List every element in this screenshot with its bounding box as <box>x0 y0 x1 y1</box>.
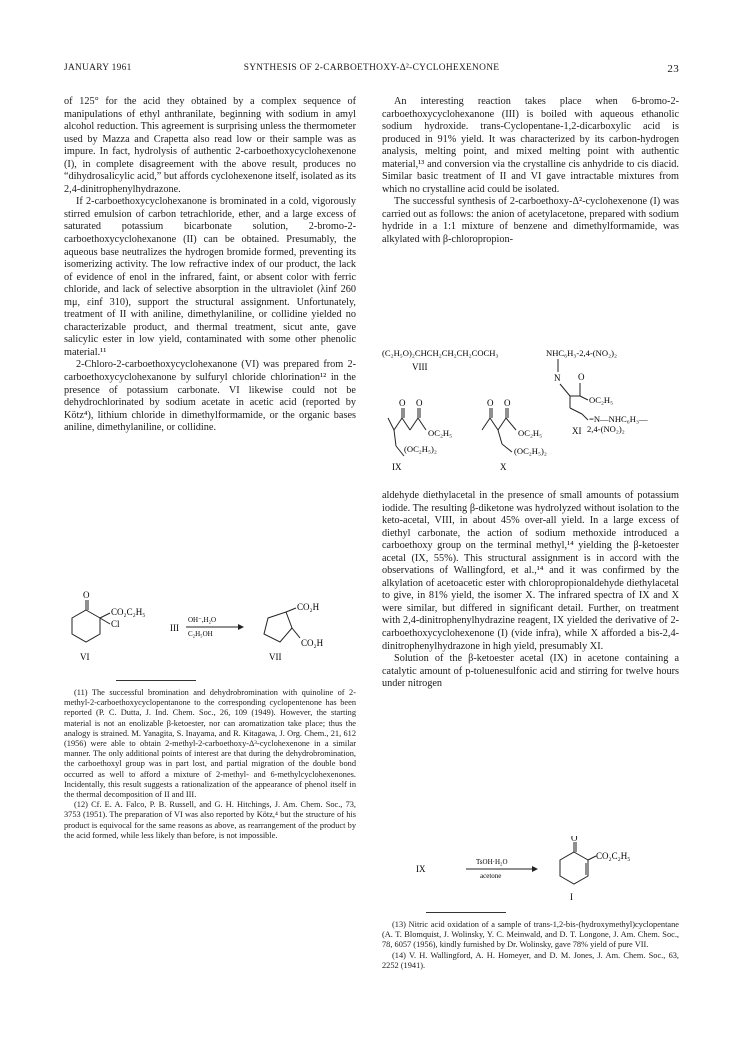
oxo-label: O <box>504 398 511 408</box>
compound-label-ix: IX <box>416 864 426 874</box>
oxygen-label: O <box>578 372 585 382</box>
left-footnotes <box>64 688 356 841</box>
oxo-label: O <box>83 590 90 600</box>
left-column-text <box>64 96 356 435</box>
reagent-top: OH⁻,H₂O <box>188 616 217 624</box>
formula-viii: (C₂H₅O)₂CHCH₂CH₂CH₂COCH₃ <box>382 348 499 358</box>
scheme-vi-to-vii <box>64 588 356 670</box>
compound-label-ix: IX <box>392 462 402 472</box>
ester-label: CO₂C₂H₅ <box>596 851 631 861</box>
paragraph: If 2-carboethoxycyclohexanone is brominated in a cold, vigorously stirred emulsion of carbon tetrachloride, ether, and a large excess of saturated potassium bicarbonate solution, 2-bromo-2-carboethoxycyclohexanone (II) can be obtained. Presumably, the aqueous base neutralizes the hydrogen bromide formed, preventing its isomerizing activity. The low refractive index of our product, the lack of evidence of enol in the infrared, faint, or absent color with ferric chloride, and lack of selective absorption in the ultraviolet (λinf 260 mμ, εinf 310), support the structural assignment. Unfortunately, treatment of II with aniline, dimethylaniline, or collidine yielded no characterizable product, and thermal treatment, sicut ante, gave salicylic ester in low yield, contaminated with some other phenolic material.¹¹ <box>64 196 356 358</box>
reagent-bottom: C₂H₅OH <box>188 630 213 638</box>
compound-label-vi: VI <box>80 652 90 662</box>
chloro-label: Cl <box>111 619 120 629</box>
oxo-label: O <box>416 398 423 408</box>
paragraph: aldehyde diethylacetal in the presence of small amounts of potassium iodide. The resulting β-diketone was hydrolyzed without isolation to the keto-acetal, VIII, in about 45% over-all yield. In a large excess of diethyl carbonate, the action of sodium methoxide introduced a carboethoxy group on the terminal methyl,¹⁴ yielding the β-ketoester acetal (IX, 55%). This structural assignment is in accord with the observations of Wallingford, et al.,¹⁴ and it was confirmed by the alkylation of acetoacetic ester with chloropropionaldehyde diethylacetal to give, in 81% yield, the isomer X. The infrared spectra of IX and X were similar, but differed in significant detail. Further, on treatment with 2,4-dinitrophenylhydrazine reagent, IX yielded the derivative of 2-carboethoxycyclohexenone (I) (vide infra), while X afforded a bis-2,4-dinitrophenylhydrazone in high yield, presumably XI. <box>382 490 679 652</box>
page-number: 23 <box>667 63 679 75</box>
footnote-divider <box>426 912 506 913</box>
right-footnotes <box>382 920 679 971</box>
footnote-divider <box>116 680 196 681</box>
compound-label-i: I <box>570 892 573 902</box>
scheme-ix-to-i <box>382 836 679 906</box>
compound-label-vii: VII <box>269 652 282 662</box>
paragraph: of 125° for the acid they obtained by a complex sequence of manipulations of ethyl anthranilate, beginning with sodium in amyl alcohol reduction. This agreement is surprising unless the thermometer used by Mazza and Crapetta also read low or their sample was as impure. In fact, hydrolysis of authentic 2-carboethoxycyclohexenone (I), in complete disagreement with the above result, produces no “dihydrosalicylic acid,” but affords cyclohexenone itself, isolated as its 2,4-dinitrophenylhydrazone. <box>64 96 356 195</box>
compound-label-x: X <box>500 462 507 472</box>
arrow-head-icon <box>238 624 244 630</box>
paragraph: 2-Chloro-2-carboethoxycyclohexanone (VI) was prepared from 2-carboethoxycyclohexanone by sulfuryl chloride chlorination¹² in the presence of potassium carbonate. VI likewise could not be dehydrochlorinated by sodium acetate in acetic acid (reported by Kötz⁴), lithium chloride in dimethylformamide, or the organic bases aniline, dimethylaniline, or collidine. <box>64 359 356 434</box>
footnote-13: (13) Nitric acid oxidation of a sample of trans-1,2-bis-(hydroxymethyl)cyclopentane (A. T. Blomquist, J. Wolinsky, Y. C. Meinwald, and D. T. Longone, J. Am. Chem. Soc., 78, 6057 (1956), kindly furnished by Dr. Wolinsky, gave 78% yield of pure VII. <box>382 920 679 950</box>
right-column-text-top <box>382 96 679 247</box>
header-date: JANUARY 1961 <box>64 63 132 73</box>
acetal-label-ix: (OC₂H₅)₂ <box>404 444 437 454</box>
ethoxy-label: OC₂H₅ <box>589 395 614 405</box>
oxo-label: O <box>571 836 578 843</box>
compound-label-iii: III <box>170 623 179 633</box>
compound-label-viii: VIII <box>412 362 428 372</box>
oxo-label: O <box>487 398 494 408</box>
header-title: SYNTHESIS OF 2-CARBOETHOXY-Δ²-CYCLOHEXENONE <box>243 63 500 73</box>
acid-label-bottom: CO₂H <box>301 638 324 648</box>
footnote-12: (12) Cf. E. A. Falco, P. B. Russell, and G. H. Hitchings, J. Am. Chem. Soc., 73, 3753 (1951). The preparation of VI was also reported by Kötz,⁴ but the structure of his product is equivocal for the same reasons as above, as rearrangement of the product by the acid formed, while less likely than before, is not impossible. <box>64 800 356 840</box>
paragraph: Solution of the β-ketoester acetal (IX) in acetone containing a catalytic amount of p-toluenesulfonic acid and stirring for twelve hours under nitrogen <box>382 653 679 690</box>
acid-label-top: CO₂H <box>297 602 320 612</box>
footnote-14: (14) V. H. Wallingford, A. H. Homeyer, and D. M. Jones, J. Am. Chem. Soc., 63, 2252 (1941). <box>382 950 679 970</box>
paragraph: An interesting reaction takes place when 6-bromo-2-carboethoxycyclohexanone (III) is boiled with aqueous ethanolic sodium hydroxide. trans-Cyclopentane-1,2-dicarboxylic acid is produced in 91% yield. It was characterized by its carbon-hydrogen analysis, melting point, and mixed melting point with authentic material,¹³ and conversion via the crystalline cis anhydride to cis diacid. Similar basic treatment of II and VI gave intractable mixtures from which no crystalline acid could be isolated. <box>382 96 679 195</box>
oxo-label: O <box>399 398 406 408</box>
structure-xi <box>560 383 588 420</box>
structure-vii <box>264 608 300 642</box>
nitro-label: 2,4-(NO₂)₂ <box>587 424 625 434</box>
structure-i <box>560 842 596 884</box>
running-header <box>64 63 679 77</box>
hydrazone-label: =N—NHC₆H₃— <box>589 414 648 424</box>
ester-label: CO₂C₂H₅ <box>111 607 146 617</box>
hydrazine-label: NHC₆H₃-2,4-(NO₂)₂ <box>546 348 617 358</box>
scheme-viii-ix-x-xi <box>382 346 679 480</box>
reagent-bottom: acetone <box>480 872 502 880</box>
ethoxy-label-x: OC₂H₅ <box>518 428 543 438</box>
right-column-text-middle <box>382 490 679 691</box>
paragraph: The successful synthesis of 2-carboethoxy-Δ²-cyclohexenone (I) was carried out as follows: the anion of acetylacetone, prepared with sodium hydride in a 1:1 mixture of benzene and dimethylformamide, was alkylated with β-chloropropion- <box>382 196 679 246</box>
acetal-label-x: (OC₂H₅)₂ <box>514 446 547 456</box>
reagent-top: TsOH·H₂O <box>476 858 508 866</box>
ethoxy-label-ix: OC₂H₅ <box>428 428 453 438</box>
arrow-head-icon <box>532 866 538 872</box>
structure-x <box>482 408 516 452</box>
structure-vi <box>72 600 110 642</box>
compound-label-xi: XI <box>572 426 582 436</box>
nitrogen-label: N <box>554 373 561 383</box>
footnote-11: (11) The successful bromination and dehydrobromination with quinoline of 2-methyl-2-carboethoxycyclopentanone to the corresponding cyclopentenone has been reported (P. C. Dutta, J. Ind. Chem. Soc., 26, 109 (1949). However, the starting material is not an enolizable β-ketoester, nor can aromatization take place; thus the analogy is strained. M. Yanagita, S. Inayama, and R. Kitagawa, J. Org. Chem., 21, 612 (1956) were able to obtain 2-methyl-2-carboethoxy-Δ³-cyclohexenone in a similar manner. The only additional points of interest are that during the dehydrobromination, the carboethoxyl group was in part lost, and partial migration of the double bond occurred as well to afford a mixture of 2-methyl- and 6-methylcyclohexenones. Incidentally, this result suggests a rationalization of the appearance of phenol itself in the thermal decomposition of II and III. <box>64 688 356 800</box>
